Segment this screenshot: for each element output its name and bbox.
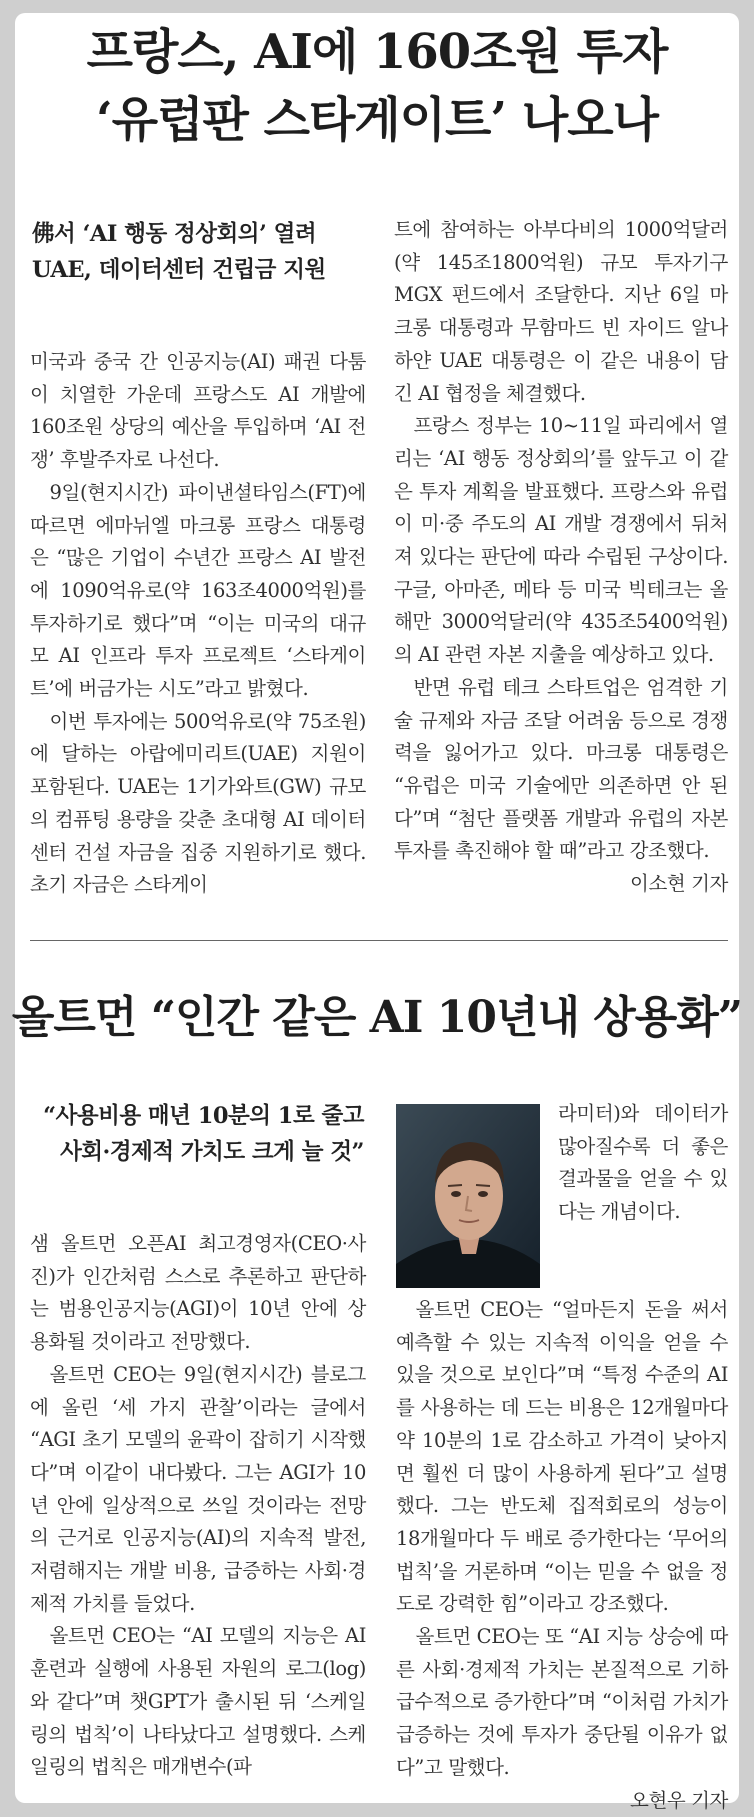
article2-column-2 (396, 1294, 728, 1817)
article2-paragraph: 올트먼 CEO는 9일(현지시간) 블로그에 올린 ‘세 가지 관찰’이라는 글에서 “AGI 초기 모델의 윤곽이 잡히기 시작했다”며 이같이 내다봤다. 그는 AGI가 10년 안에 일상적으로 쓰일 것이라는 전망의 근거로 인공지능(AI)의 지속적 발전, 저렴해지는 개발 비용, 급증하는 사회·경제적 가치를 들었다. (30, 1362, 366, 1615)
article2-subhead-line1: “사용비용 매년 10분의 1로 줄고 (43, 1103, 364, 1129)
portrait-photo-illustration (396, 1104, 540, 1288)
article1-byline: 이소현 기자 (630, 872, 728, 896)
article1-subhead-line2: UAE, 데이터센터 건립금 지원 (32, 257, 326, 283)
article1-paragraph: 프랑스 정부는 10~11일 파리에서 열리는 ‘AI 행동 정상회의’를 앞두고 이 같은 투자 계획을 발표했다. 프랑스와 유럽이 미·중 주도의 AI 개발 경쟁에서 뒤처져 있다는 판단에 따라 수립된 구상이다. 구글, 아마존, 메타 등 미국 빅테크는 올해만 3000억달러(약 435조5400억원)의 AI 관련 자본 지출을 예상하고 있다. (394, 414, 728, 667)
article-divider (30, 940, 728, 941)
article2-byline: 오현우 기자 (630, 1788, 728, 1812)
article2-subhead-line2: 사회·경제적 가치도 크게 늘 것” (60, 1139, 364, 1165)
article1-subhead (32, 216, 372, 288)
article1-headline-line2: ‘유럽판 스타게이트’ 나오나 (96, 92, 658, 148)
article1-paragraph: 9일(현지시간) 파이낸셜타임스(FT)에 따르면 에마뉘엘 마크롱 프랑스 대통령은 “많은 기업이 수년간 프랑스 AI 발전에 1090억유로(약 163조4000억원)를 투자하기로 했다”며 “이는 미국의 대규모 AI 인프라 투자 프로젝트 ‘스타게이트’에 버금가는 시도”라고 밝혔다. (30, 480, 366, 701)
article2-paragraph: 올트먼 CEO는 “얼마든지 돈을 써서 예측할 수 있는 지속적 이익을 얻을 수 있을 것으로 보인다”며 “특정 수준의 AI를 사용하는 데 드는 비용은 12개월마다 약 10분의 1로 감소하고 가격이 낮아지면 훨씬 더 많이 사용하게 된다”고 설명했다. 그는 반도체 집적회로의 성능이 18개월마다 두 배로 증가한다는 ‘무어의 법칙’을 거론하며 “이는 믿을 수 없을 정도로 강력한 힘”이라고 강조했다. (396, 1298, 728, 1616)
portrait-photo (396, 1104, 540, 1288)
article1-paragraph: 이번 투자에는 500억유로(약 75조원)에 달하는 아랍에미리트(UAE) 지원이 포함된다. UAE는 1기가와트(GW) 규모의 컴퓨팅 용량을 갖춘 초대형 AI 데이터센터 건설 자금을 집중 지원하기로 했다. 초기 자금은 스타게이 (30, 709, 366, 897)
article1-column-2 (394, 214, 728, 901)
article2-subhead (34, 1098, 364, 1170)
article2-column-1 (30, 1228, 366, 1784)
article1-column-1 (30, 346, 366, 902)
article2-paragraph: 올트먼 CEO는 “AI 모델의 지능은 AI 훈련과 실행에 사용된 자원의 로그(log)와 같다”며 챗GPT가 출시된 뒤 ‘스케일링의 법칙’이 나타났다고 설명했다. 스케일링의 법칙은 매개변수(파 (30, 1624, 366, 1779)
article1-paragraph: 트에 참여하는 아부다비의 1000억달러(약 145조1800억원) 규모 투자기구 MGX 펀드에서 조달한다. 지난 6일 마크롱 대통령과 무함마드 빈 자이드 알나하얀 UAE 대통령은 이 같은 내용이 담긴 AI 협정을 체결했다. (394, 218, 728, 405)
article1-headline-line1: 프랑스, AI에 160조원 투자 (86, 24, 668, 80)
article1-subhead-line1: 佛서 ‘AI 행동 정상회의’ 열려 (32, 221, 317, 247)
article1-paragraph: 반면 유럽 테크 스타트업은 엄격한 기술 규제와 자금 조달 어려움 등으로 경쟁력을 잃어가고 있다. 마크롱 대통령은 “유럽은 미국 기술에만 의존하면 안 된다”며 “첨단 플랫폼 개발과 유럽의 자본 투자를 촉진해야 할 때”라고 강조했다. (394, 675, 728, 863)
article2-paragraph: 샘 올트먼 오픈AI 최고경영자(CEO·사진)가 인간처럼 스스로 추론하고 판단하는 범용인공지능(AGI)이 10년 안에 상용화될 것이라고 전망했다. (30, 1232, 366, 1354)
article2-paragraph: 올트먼 CEO는 또 “AI 지능 상승에 따른 사회·경제적 가치는 본질적으로 기하급수적으로 증가한다”며 “이처럼 가치가 급증하는 것에 투자가 중단될 이유가 없다”고 말했다. (396, 1625, 728, 1779)
article2-column-2-beside-photo (558, 1098, 728, 1229)
article1-paragraph: 미국과 중국 간 인공지능(AI) 패권 다툼이 치열한 가운데 프랑스도 AI 개발에 160조원 상당의 예산을 투입하며 ‘AI 전쟁’ 후발주자로 나선다. (30, 350, 366, 472)
article2-headline: 올트먼 “인간 같은 AI 10년내 상용화” (11, 992, 743, 1043)
article2-paragraph: 라미터)와 데이터가 많아질수록 더 좋은 결과물을 얻을 수 있다는 개념이다. (558, 1102, 728, 1224)
